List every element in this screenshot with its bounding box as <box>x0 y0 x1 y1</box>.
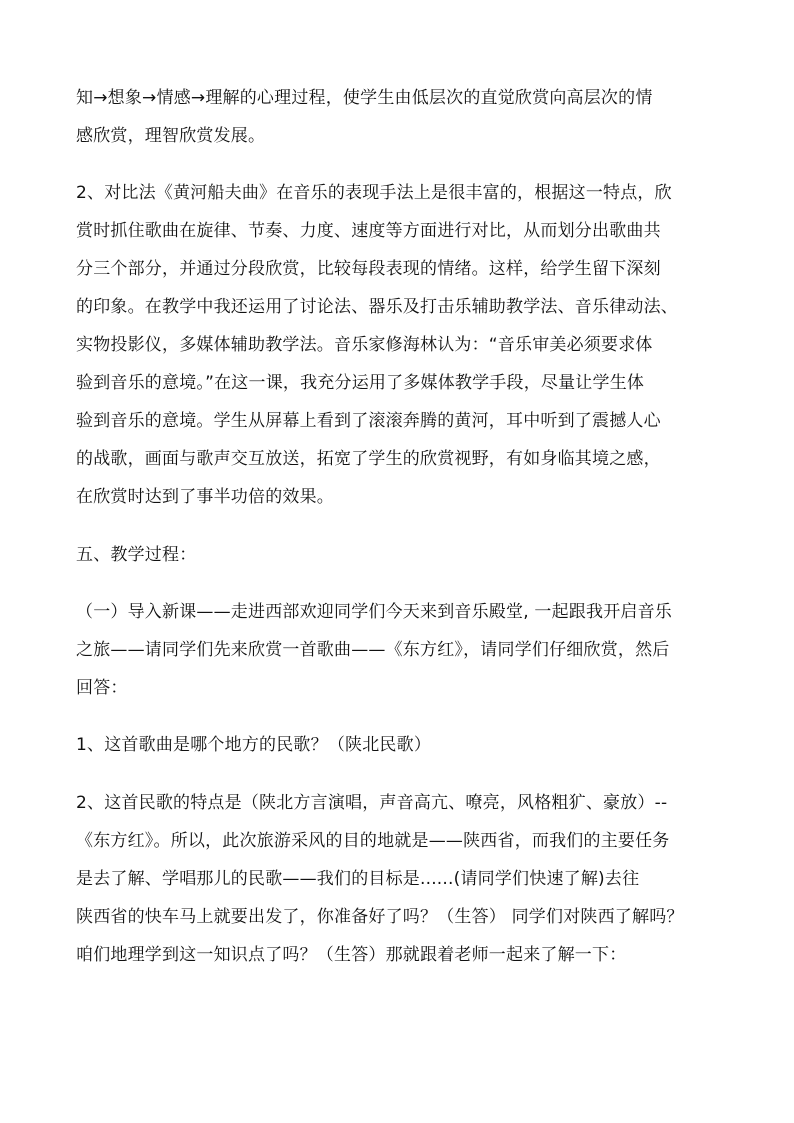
text-line: 的战歌，画面与歌声交互放送，拓宽了学生的欣赏视野，有如身临其境之感， <box>76 449 661 469</box>
text-line: （一）导入新课——走进西部欢迎同学们今天来到音乐殿堂, 一起跟我开启音乐 <box>76 602 673 622</box>
text-line: 之旅——请同学们先来欣赏一首歌曲——《东方红》，请同学们仔细欣赏，然后 <box>76 640 670 660</box>
text-line: 《东方红》。所以，此次旅游采风的目的地就是——陕西省，而我们的主要任务 <box>76 831 670 851</box>
text-line: 2、这首民歌的特点是（陕北方言演唱，声音高亢、嘹亮，风格粗犷、豪放）-- <box>76 793 668 813</box>
text-line: 1、这首歌曲是哪个地方的民歌？（陕北民歌） <box>76 735 432 755</box>
text-line: 2、对比法《黄河船夫曲》在音乐的表现手法上是很丰富的，根据这一特点，欣 <box>76 183 672 203</box>
text-line: 回答： <box>76 678 128 698</box>
text-line: 是去了解、学唱那儿的民歌——我们的目标是......(请同学们快速了解)去往 <box>76 869 640 889</box>
text-line: 实物投影仪，多媒体辅助教学法。音乐家修海林认为：“音乐审美必须要求体 <box>76 335 653 355</box>
text-line: 验到音乐的意境。学生从屏幕上看到了滚滚奔腾的黄河，耳中听到了震撼人心 <box>76 411 661 431</box>
text-line: 陕西省的快车马上就要出发了，你准备好了吗？（生答） 同学们对陕西了解吗？ <box>76 907 684 927</box>
text-line: 知→想象→情感→理解的心理过程，使学生由低层次的直觉欣赏向高层次的情 <box>76 88 653 108</box>
section-heading: 五、教学过程： <box>76 545 197 565</box>
text-line: 的印象。在教学中我还运用了讨论法、器乐及打击乐辅助教学法、音乐律动法、 <box>76 297 678 317</box>
text-line: 分三个部分，并通过分段欣赏，比较每段表现的情绪。这样，给学生留下深刻 <box>76 259 661 279</box>
text-line: 验到音乐的意境。”在这一课，我充分运用了多媒体教学手段，尽量让学生体 <box>76 373 645 393</box>
text-line: 赏时抓住歌曲在旋律、节奏、力度、速度等方面进行对比，从而划分出歌曲共 <box>76 221 661 241</box>
text-line: 咱们地理学到这一知识点了吗？（生答）那就跟着老师一起来了解一下： <box>76 945 627 965</box>
text-line: 感欣赏，理智欣赏发展。 <box>76 126 266 146</box>
text-line: 在欣赏时达到了事半功倍的效果。 <box>76 487 334 507</box>
